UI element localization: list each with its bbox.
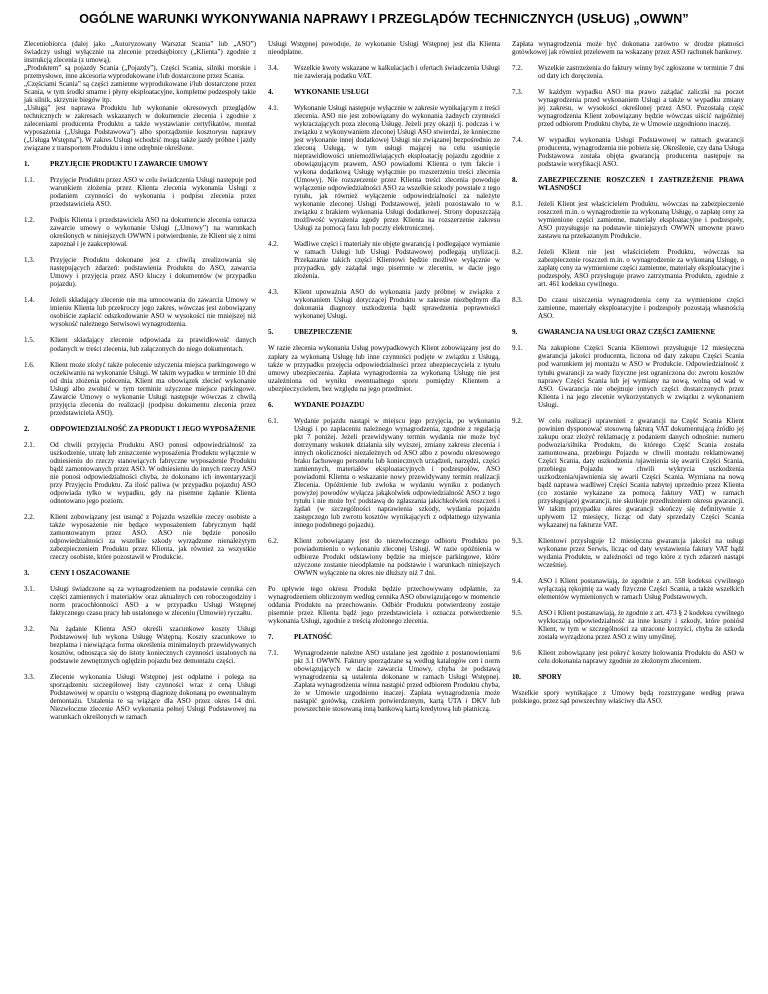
clause-text: ASO i Klient postanawiają, że zgodnie z art. 558 kodeksu cywilnego wyłączają rękojmię za wady fizyczne Części Scania, a także wszelkich elementów wymienionych w ramach Usług Podstawowych. [538, 576, 744, 601]
clause-number: 4.2. [268, 240, 279, 249]
clause-number: 6.1. [268, 416, 279, 425]
clause [24, 625, 256, 665]
clause-number: 7.2. [512, 64, 523, 73]
clause-text: Jeżeli Klient jest właścicielem Produktu, wówczas na zabezpieczenie roszczeń m.in. o wynagrodzenie za wykonaną Usługę, o zapłatę ceny za wymienione części zamienne, materiały eksploatacyjne i podzespoły, ASO przysługuje na podstawie niniejszych OWWN umowne prawo zastawu na przekazanym Produkcie. [538, 200, 744, 241]
clause-number: 1.3. [24, 256, 35, 265]
clause-number: 9.5. [512, 608, 523, 617]
column-3 [512, 40, 744, 713]
section-title: ODPOWIEDZIALNOŚĆ ZA PRODUKT I JEGO WYPOSAŻENIE [50, 424, 256, 433]
clause-text: Wszelkie zastrzeżenia do faktury winny być zgłoszone w terminie 7 dni od daty ich doręczenia. [538, 64, 744, 81]
clause [24, 336, 256, 352]
clause [24, 216, 256, 248]
clause-number: 3.1. [24, 584, 35, 593]
clause [268, 537, 500, 577]
clause-text: Przyjęcie Produktu dokonane jest z chwilą zrealizowania się następujących zdarzeń: podstawienia Produktu do ASO, zawarcia Umowy i przyjęcia przez ASO kluczy i dokumentów (w przypadku pojazdu). [50, 256, 256, 289]
clause-text: Do czasu uiszczenia wynagrodzenia ceny za wymienione części zamienne, materiały eksploatacyjne i podzespoły pozostają własnością ASO. [538, 296, 744, 321]
section-number: 4. [268, 88, 274, 97]
section-title: WYDANIE POJAZDU [294, 400, 365, 409]
section-heading [268, 88, 500, 96]
clause [512, 64, 744, 80]
section-number: 5. [268, 328, 274, 337]
clause-text: Na zakupione Części Scania Klientowi przysługuje 12 miesięczna gwarancja jakości producenta, liczona od daty zakupu Części Scania pod warunkiem jej montażu w ASO w Produkcie. Odpowiedzialność z tytułu gwarancji za wady fizyczne jest ograniczona do: zwrotu kosztów naprawy Części Scania lub jej wymiany na nową, wolną od wad w ASO. Gwarancja nie obejmuje innych części dostarczonych przez Klienta i na jego zlecenie wykorzystanych w związku z wykonaniem Usługi. [538, 344, 744, 409]
clause-text: Wydanie pojazdu nastąpi w miejscu jego przyjęcia, po wykonaniu Usługi i po zapłaceniu należnego wynagrodzenia, zgodnie z regulacją pkt 7 poniżej. Jeżeli przewidywany termin wydania nie może być dotrzymany wskutek działania siły wyższej, zmiany zakresu zlecenia i innych okoliczności niezależnych od ASO albo z powodu okresowego braku fachowego personelu lub koniecznych urządzeń, narzędzi, części zamiennych, materiałów eksploatacyjnych i podzespołów, ASO powiadomi Klienta o wskazanie nowy przewidywany termin realizacji Zlecenia. Opóźnienie lub zwłoka w wydaniu wyniku z podanych powyżej powodów wyłącza jakąkolwiek odpowiedzialność ASO z tego tytułu i nie może być podstawą do zgłaszania jakichkolwiek roszczeń i żądań (w szczególności naprawienia szkody, wydania pojazdu zastępczego lub zwrotu kosztów wynikających z odpłatnego używania innego podobnego pojazdu). [294, 416, 500, 529]
section-number: 9. [512, 328, 518, 337]
clause-number: 9.2. [512, 416, 523, 425]
section-heading [512, 328, 744, 336]
clause [268, 649, 500, 713]
clause-number: 1.4. [24, 296, 35, 305]
clause [268, 104, 500, 232]
paragraph: Po upływie tego okresu Produkt będzie przechowywany odpłatnie, za wynagrodzeniem obliczonym według cennika ASO obowiązującego w momencie oddania Produktu na przechowanie. Odbiór Produktu potwierdzony zostaje pisemnie przez Klienta bądź jego przedstawiciela i oznacza potwierdzenie wykonania Usługi, zgodnie z treścią złożonego zlecenia. [268, 584, 500, 625]
paragraph: Wszelkie spory wynikające z Umowy będą rozstrzygane według prawa polskiego, przez sąd powszechny właściwy dla ASO. [512, 689, 744, 706]
clause [268, 417, 500, 529]
section-number: 8. [512, 176, 518, 185]
section-heading [268, 633, 500, 641]
section-heading [24, 425, 256, 433]
clause-text: Przyjęcie Produktu przez ASO w celu świadczenia Usługi następuje pod warunkiem złożenia przez Klienta zlecenia wykonania Usługi z podaniem czynności do wykonania i podpisu zlecenia przez przedstawiciela ASO. [50, 176, 256, 209]
section-title: UBEZPIECZENIE [294, 328, 353, 337]
paragraph: W razie zlecenia wykonania Usług powypadkowych Klient zobowiązany jest do zapłaty za wykonaną Usługę lub inne czynności podjęte w związku z Usługą, także w przypadku przejęcia odpowiedzialności przez ubezpieczyciela z tytułu umowy ubezpieczenia. Zapłata wynagrodzenia za wykonaną Usługę nie jest uzależniona od wyniku ewentualnego sporu pomiędzy Klientem a ubezpieczycielem, bez względu na jego przedmiot. [268, 344, 500, 393]
section-heading [512, 176, 744, 192]
clause-number: 1.2. [24, 216, 35, 225]
section-number: 1. [24, 160, 30, 169]
clause [512, 417, 744, 529]
section-heading [268, 328, 500, 336]
section-title: GWARANCJA NA USŁUGI ORAZ CZĘŚCI ZAMIENNE [538, 328, 716, 337]
clause-text: Wynagrodzenie należne ASO ustalane jest zgodnie z postanowieniami pkt 3.1 OWWN. Faktury sporządzane są według katalogów cen i norm obowiązujących w dacie zawarcia Umowy, chyba że podstawą wynagrodzenia są ustalenia dokonane w ramach Usługi Wstępnej. Zapłata wynagrodzenia winna nastąpić przed odbiorem Produktu chyba, że w Umowie uzgodniono inaczej. Zapłata wynagrodzenia może nastąpić gotówką, czekiem potwierdzonym, kartą UTA i DKV lub powszechnie stosowaną inną bankową kartą kredytową lub płatniczą. [294, 648, 500, 714]
clause [24, 441, 256, 505]
clause-text: Zlecenie wykonania Usługi Wstępnej jest odpłatne i polega na sporządzeniu szczegółowej listy czynności wraz z ceną Usługi Podstawowej w oparciu o wstępną diagnozę dokonaną po ewentualnym demontażu. Ustalenia te są wiążące dla ASO przez okres 14 dni. Niezwłoczne zlecenie ASO wykonania pełnej Usługi Podstawowej na warunkach określonych w ramach [50, 673, 256, 722]
clause-number: 4.1. [268, 104, 279, 113]
section-heading [24, 160, 256, 168]
clause [24, 361, 256, 417]
section-heading [268, 401, 500, 409]
clause-number: 9.3. [512, 536, 523, 545]
section-number: 3. [24, 568, 30, 577]
clause-number: 7.4. [512, 136, 523, 145]
section-heading [512, 673, 744, 681]
clause-number: 3.2. [24, 624, 35, 633]
clause-number: 3.3. [24, 673, 35, 682]
clause-text: Klientowi przysługuje 12 miesięczna gwarancja jakości na usługi wykonane przez Serwis, licząc od daty wystawienia faktury VAT bądź wydania Produktu, w zależności od tego które z tych zdarzeń nastąpi wcześniej. [538, 536, 744, 569]
clause [512, 248, 744, 288]
clause-text: Jeżeli Klient nie jest właścicielem Produktu, wówczas na zabezpieczenie roszczeń m.in. o wynagrodzenie za wykonaną Usługę, o zapłatę ceny za wymienione części zamienne, materiały eksploatacyjne i podzespoły, ASO przysługuje prawo zatrzymania Produktu, zgodnie z art. 461 kodeksu cywilnego. [538, 248, 744, 289]
clause-number: 9.1. [512, 344, 523, 353]
clause [24, 673, 256, 721]
clause-text: W celu realizacji uprawnień z gwarancji na Część Scania Klient powinien dysponować stosowną fakturą VAT dokumentującą źródło jej zakupu oraz złożyć reklamację z podaniem danych odnośnie: numeru podwozia/silnika Produktu, do którego Część Scania została zamontowana, przebiegu Pojazdu w chwili montażu reklamowanej Części Scania, daty uszkodzenia /ujawnienia się awarii Części Scania, przebiegu Pojazdu w chwili wykrycia uszkodzenia uszkodzenia/ujawnienia się awarii Części Scania. Wymiana na nową bądź naprawa wadliwej Części Scania nabytej uprzednio przez Klienta (co zostanie wykazane za pomocą faktury VAT) w ramach przysługującej gwarancji, nie skutkuje przedłużeniem okresu gwarancji. W takim przypadku okres gwarancji skończy się definitywnie z upływem 12 miesięcy, licząc od daty sprzedaży Części Scania wykazanej na fakturze VAT. [538, 416, 744, 529]
clause-text: Klient może złożyć także polecenie użyczenia miejsca parkingowego w oczekiwaniu na wykonanie Usługi. W takim wypadku w terminie 10 dni od dnia złożenia polecenia, Klient ma obowiązek zlecieć wykonanie Usługi albo zwolnić w tym terminie użyczone miejsce parkingowe. Zawarcie Umowy o wykonanie Usługi następuje wówczas z chwilą przyjęcia zlecenia do realizacji (podpisu dokumentu zlecenia przez przedstawiciela ASO). [50, 360, 256, 417]
clause-text: W wypadku wykonania Usługi Podstawowej w ramach gwarancji producenta, wynagrodzenia nie pobiera się. Określenie, czy dana Usługa Podstawowa została objęta gwarancją producenta następuje na podstawie weryfikacji ASO. [538, 136, 744, 169]
paragraph: Zapłata wynagrodzenia może być dokonana zarówno w drodze płatności gotówkowej jak również przelewem na wskazany przez ASO rachunek bankowy. [512, 40, 744, 57]
clause-text: Wykonanie Usługi następuje wyłącznie w zakresie wynikającym z treści zlecenia. ASO nie jest zobowiązany do wykonania żadnych czynności wykraczających poza zleconą Usługę. Jeżeli przy okazji tj. podczas i w związku z wykonywaniem zleconej Usługi ASO stwierdzi, że konieczne jest wykonanie innej dodatkowej Usługi nie związanej bezpośrednio ze zleconą Usługą, w tym usługi mającej na celu usunięcie nieprawidłowości uniemożliwiających eksploatację pojazdu zgodnie z obowiązującym prawem, ASO powiadomi Klienta o tym fakcie i wykona dodatkową Usługę wyłącznie po rozszerzeniu treści zlecenia (Umowy). Nie rozszerzenie przez Klienta treści zlecenia powoduje wyłączenie odpowiedzialności ASO za wszelkie szkody powstałe z tego tytułu, jak również wyłączenie odpowiedzialności za należyte wykonanie zleconej Usługi Podstawowej, jeżeli pozostawało to w związku z brakiem wykonania Usługi dodatkowej. Strony dopuszczają możliwość wyrażenia zgody przez Klienta na rozszerzenie zakresu Usługi za pomocą faxu lub poczty elektronicznej. [294, 104, 500, 233]
clause-text: Od chwili przyjęcia Produktu ASO ponosi odpowiedzialność za uszkodzenie, utratę lub zniszczenie wyposażenia Produktu wyłącznie w odniesieniu do rzeczy stanowiących fabryczne wyposażenie Produktu bądź zamontowanych przez ASO. W odniesieniu do innych rzeczy ASO nie ponosi odpowiedzialności chyba, że dokonano ich inwentaryzacji przy Przyjęciu Produktu. Za ilość paliwa (w przypadku pojazdu) ASO odpowiada tylko w wypadku, gdy na pisemne żądanie Klienta odnotowano jego poziom. [50, 440, 256, 505]
clause-text: Na żądanie Klienta ASO określi szacunkowe koszty Usługi Podstawowej lub wykona Usługę Wstępną. Koszty szacunkowe to bezpłatna i niewiążąca forma określenia minimalnych przewidywanych kosztów, odnosząca się do istoty koniecznych czynności ustalonych na podstawie zewnętrznych oględzin pojazdu bez demontażu części. [50, 624, 256, 665]
clause [512, 296, 744, 320]
clause [24, 585, 256, 617]
clause-text: Wadliwe części i materiały nie objęte gwarancją i podlegające wymianie w ramach Usługi lub Usługi Podstawowej podlegają utylizacji. Przekazanie takich części Klientowi będzie możliwe wyłącznie w przypadku, gdy zażądał tego pisemnie w zleceniu, w dacie jego złożenia. [294, 240, 500, 281]
clause-text: Klient zobowiązany jest pokryć koszty holowania Produktu do ASO w celu dokonania naprawy zgodnie ze złożonym zleceniem. [538, 648, 744, 665]
clause-number: 7.1. [268, 648, 279, 657]
clause [512, 577, 744, 601]
section-heading [24, 569, 256, 577]
clause-number: 6.2. [268, 536, 279, 545]
paragraph: Zleceniobiorca (dalej jako „Autoryzowany Warsztat Scania” lub „ASO”) świadczy usługi wyłącznie na zlecenie przedsiębiorcy („Klienta”) zgodnie z instrukcją zlecenia (z umową). „Produktem” są pojazdy Scania („Pojazdy”), Części Scania, silniki morskie i przemysłowe, inne akcesoria wyprodukowane i/lub dostarczone przez Scania. „Częściami Scania” są części zamienne wyprodukowane i/lub dostarczone przez Scania, w tym środki smarne i płyny eksploatacyjne, kompletne podzespoły takie jak silnik, skrzynie biegów itp. „Usługą” jest naprawa Produktu lub wykonanie okresowych przeglądów technicznych w zakresach wskazanych w dokumencie zlecenia i zgodnie z zaleceniami producenta Produktu a także wystawianie certyfikatów, montaż wyposażenia („Usługa Podstawowa”) albo sporządzenie kosztorysu naprawy („Usługa Wstępna”). W zakres Usługi wchodzić mogą także jazdy próbne i jazdy związane z transportem Produktu i inne odrębnie określone. [24, 40, 256, 153]
column-2 [268, 40, 500, 721]
section-number: 6. [268, 400, 274, 409]
clause-text: Jeżeli składający zlecenie nie ma umocowania do zawarcia Umowy w imieniu Klienta lub przekroczy jego zakres, wówczas jest zobowiązany osobiście zapłacić odszkodowanie ASO w wysokości nie mniejszej niż wysokość należnego Serwisowi wynagrodzenia. [50, 296, 256, 329]
clause [512, 200, 744, 240]
clause-number: 2.2. [24, 512, 35, 521]
clause [512, 609, 744, 641]
clause-number: 1.6. [24, 360, 35, 369]
clause [268, 240, 500, 280]
clause-text: W każdym wypadku ASO ma prawo zażądać zaliczki na poczet wynagrodzenia przed wykonaniem Usługi a także w wypadku zmiany jej zakresu, w wysokości określonej przez ASO. Pozostałą część wynagrodzenia Klient zobowiązany będzie wówczas uiścić najpóźniej przed odbiorem Produktu chyba, że w Umowie uzgodniono inaczej. [538, 88, 744, 129]
clause [24, 513, 256, 561]
clause-text: Klient upoważnia ASO do wykonania jazdy próbnej w związku z wykonaniem Usługi dotyczącej Produktu w zakresie niezbędnym dla dokonania diagnozy uszkodzenia bądź sprawdzenia poprawności wykonanej Usługi. [294, 288, 500, 321]
clause-number: 1.1. [24, 176, 35, 185]
clause-number: 2.1. [24, 440, 35, 449]
clause-number: 4.3. [268, 288, 279, 297]
clause [512, 136, 744, 168]
clause [24, 176, 256, 208]
section-number: 10. [512, 673, 521, 681]
clause-number: 3.4. [268, 64, 279, 73]
clause-text: Klient zobowiązany jest usunąć z Pojazdu wszelkie rzeczy osobiste a także wyposażenie nie będące wyposażeniem fabrycznym bądź zamontowanym przez ASO. ASO nie będzie ponosiło odpowiedzialności za wszelkie szkody wyrządzone nienależytym zabezpieczeniem Produktu przez Klienta, jak również za wszystkie rzeczy osobiste, które pozostawił w Produkcie. [50, 512, 256, 561]
section-number: 7. [268, 632, 274, 641]
section-title: CENY I OSZACOWANIE [50, 568, 130, 577]
section-title: PŁATNOŚĆ [294, 632, 333, 641]
section-title: PRZYJĘCIE PRODUKTU I ZAWARCIE UMOWY [50, 160, 209, 169]
clause-number: 8.1. [512, 200, 523, 209]
column-1 [24, 40, 256, 729]
clause-number: 8.3. [512, 296, 523, 305]
section-number: 2. [24, 424, 30, 433]
clause-text: Klient składający zlecenie odpowiada za prawidłowość danych podanych w treści zlecenia, lub załączonych do niego dokumentach. [50, 336, 256, 353]
clause-number: 9.6 [512, 648, 521, 657]
document-body [0, 40, 768, 990]
clause [268, 64, 500, 80]
clause-text: Usługi świadczone są za wynagrodzeniem na podstawie cennika cen części zamiennych i materiałów oraz aktualnych cen roboczogodziny i norm pracochłonności ASO a w przypadku Usługi Wstępnej faktycznego czasu pracy lub ustalonego w zleceniu (Umowie) ryczałtu. [50, 584, 256, 617]
clause-text: ASO i Klient postanawiają, że zgodnie z art. 473 § 2 kodeksu cywilnego wykluczają odpowiedzialność za inne koszty i szkody, które poniósł Klient, w tym w szczególności za utracone korzyści, chyba że szkoda została wyrządzona przez ASO z winy umyślnej. [538, 608, 744, 641]
clause-number: 9.4. [512, 576, 523, 585]
clause-text: Wszelkie kwoty wskazane w kalkulacjach i ofertach świadczenia Usługi nie zawierają podatku VAT. [294, 64, 500, 81]
clause-text: Podpis Klienta i przedstawiciela ASO na dokumencie zlecenia oznacza zawarcie umowy o wykonanie Usługi („Umowy”) na warunkach określonych w niniejszych OWWN i potwierdzenie, że Klient się z nimi zapoznał i je zaakceptował. [50, 216, 256, 249]
clause [24, 256, 256, 288]
clause-number: 7.3. [512, 88, 523, 97]
clause [512, 344, 744, 408]
paragraph: Usługi Wstępnej powoduje, że wykonanie Usługi Wstępnej jest dla Klienta nieodpłatne. [268, 40, 500, 57]
clause-text: Klient zobowiązany jest do niezwłocznego odbioru Produktu po powiadomieniu o wykonaniu zleconej Usługi. W razie opóźnienia w odbiorze Produkt odstawiony będzie na miejsce parkingowe, które użyczone zostanie nieodpłatnie na podstawie i warunkach niniejszych OWWN wyłącznie na okres nie dłuższy niż 7 dni. [294, 536, 500, 577]
document-title: OGÓLNE WARUNKI WYKONYWANIA NAPRAWY I PRZEGLĄDÓW TECHNICZNYCH (USŁUG) „OWWN” [79, 12, 689, 26]
clause [512, 88, 744, 128]
section-title: SPORY [538, 673, 562, 681]
section-title: ZABEZPIECZENIE ROSZCZEŃ I ZASTRZEŻENIE PRAWA WŁASNOŚCI [538, 176, 744, 193]
clause [24, 296, 256, 328]
clause [512, 537, 744, 569]
clause-number: 8.2. [512, 248, 523, 257]
section-title: WYKONANIE USŁUGI [294, 88, 369, 97]
clause [268, 288, 500, 320]
clause [512, 649, 744, 665]
clause-number: 1.5. [24, 336, 35, 345]
